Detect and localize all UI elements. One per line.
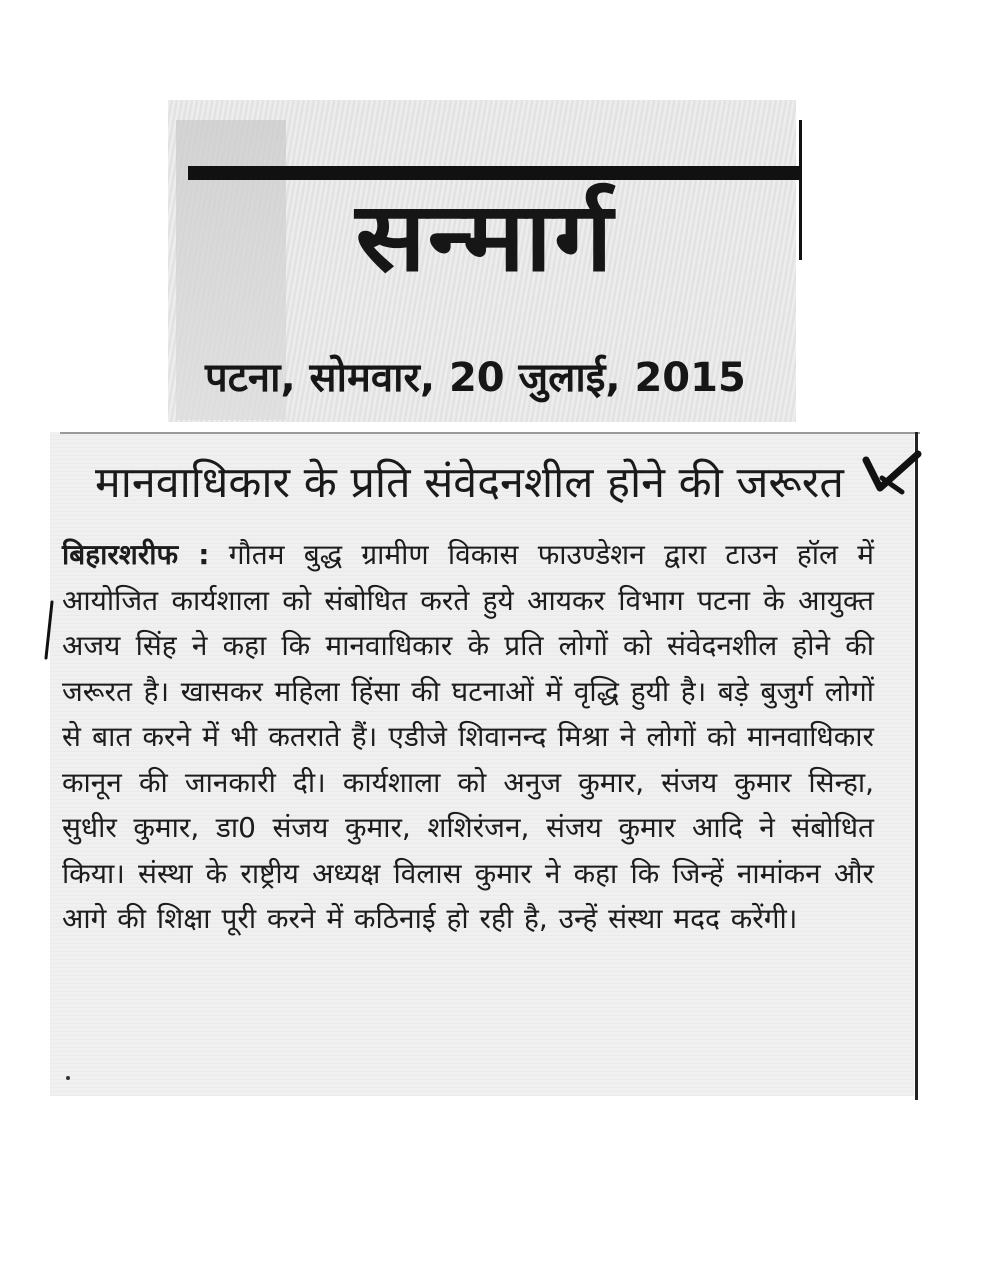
newspaper-logo: सन्मार्ग xyxy=(355,180,615,294)
scan-speck xyxy=(66,1076,70,1080)
margin-pen-mark xyxy=(42,600,56,660)
article-headline: मानवाधिकार के प्रति संवेदनशील होने की जरूरत xyxy=(95,458,844,508)
check-mark-icon xyxy=(862,448,922,498)
column-rule xyxy=(915,432,918,1100)
article-body-text: गौतम बुद्ध ग्रामीण विकास फाउण्डेशन द्वारा टाउन हॉल में आयोजित कार्यशाला को संबोधित करते हुये आयकर विभाग पटना के आयुक्त अजय सिंह ने कहा कि मानवाधिकार के प्रति लोगों को संवेदनशील होने की जरूरत है। खासकर महिला हिंसा की घटनाओं में वृद्धि हुयी है। बड़े बुजुर्ग लोगों से बात करने में भी कतराते हैं। एडीजे शिवानन्द मिश्रा ने लोगों को मानवाधिकार कानून की जानकारी दी। कार्यशाला को अनुज कुमार, संजय कुमार सिन्हा, सुधीर कुमार, डा0 संजय कुमार, शशिरंजन, संजय कुमार आदि ने संबोधित किया। संस्था के राष्ट्रीय अध्यक्ष विलास कुमार ने कहा कि जिन्हें नामांकन और आगे की शिक्षा पूरी करने में कठिनाई हो रही है, उन्हें संस्था मदद करेंगी। xyxy=(62,538,874,935)
article-dateline-place: बिहारशरीफ : xyxy=(62,538,210,571)
article-body xyxy=(62,532,874,942)
masthead-side-rule xyxy=(799,120,802,260)
clipping-top-edge xyxy=(60,432,920,434)
edition-dateline: पटना, सोमवार, 20 जुलाई, 2015 xyxy=(205,355,746,401)
masthead-rule xyxy=(188,166,802,180)
